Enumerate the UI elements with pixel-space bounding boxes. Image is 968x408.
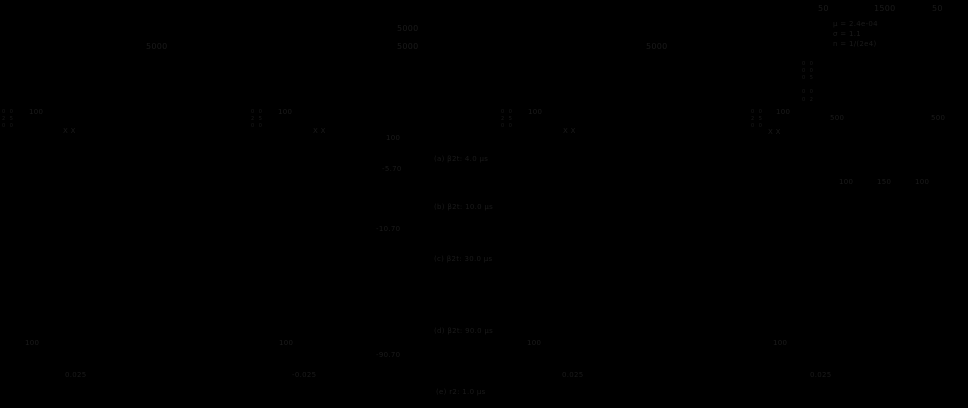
panel-d-tick-500-left: 500 (830, 114, 845, 122)
panel-a-xtick-xx: X X (63, 127, 76, 135)
bottom-count-100-c: 100 (527, 339, 542, 347)
xtick-c-0025: 0.025 (562, 371, 584, 379)
ytick-panel-c-5000: 5000 (646, 42, 668, 51)
panel-b-xtick-xx: X X (313, 127, 326, 135)
panel-d2-xtick-xx: X X (768, 128, 781, 136)
caption-d: (d) β2t: 90.0 µs (434, 327, 494, 335)
ytick-panel-d-1500: 1500 (874, 4, 896, 13)
xtick-d-0025: 0.025 (810, 371, 832, 379)
panel-d2-minortick-1: 0 0 (751, 109, 764, 115)
panel-d-xtick-150: 150 (877, 178, 892, 186)
ytick-panel-a-5000: 5000 (146, 42, 168, 51)
panel-d2-tick-100: 100 (776, 108, 791, 116)
ytick-panel-d-50b: 50 (932, 4, 943, 13)
panel-d-minortick-3: 0 5 (802, 75, 815, 81)
caption-c: (c) β2t: 30.0 µs (434, 255, 493, 263)
panel-c-minortick-3: 0 0 (501, 123, 514, 129)
bottom-count-100-d: 100 (773, 339, 788, 347)
mid-tick-neg-10-70: -10.70 (376, 225, 401, 233)
caption-b: (b) β2t: 10.0 µs (434, 203, 494, 211)
panel-d-minortick-5: 0 2 (802, 97, 815, 103)
panel-a-minortick-2: 2 5 (2, 116, 15, 122)
ytick-panel-b-5000-top: 5000 (397, 24, 419, 33)
panel-b-minortick-1: 0 0 (251, 109, 264, 115)
xtick-a-0025: 0.025 (65, 371, 87, 379)
panel-d2-minortick-2: 2 5 (751, 116, 764, 122)
panel-a-minortick-3: 0 0 (2, 123, 15, 129)
mid-tick-100: 100 (386, 134, 401, 142)
bottom-count-100-a: 100 (25, 339, 40, 347)
legend-line-2: σ = 1.1 (833, 30, 861, 38)
panel-d-xtick-100a: 100 (839, 178, 854, 186)
caption-e: (e) r2: 1.0 µs (436, 388, 486, 396)
panel-d-minortick-2: 0 0 (802, 68, 815, 74)
panel-c-tick-100: 100 (528, 108, 543, 116)
panel-c-xtick-xx: X X (563, 127, 576, 135)
panel-a-minortick-1: 0 0 (2, 109, 15, 115)
panel-d-minortick-1: 0 0 (802, 61, 815, 67)
panel-a-tick-100: 100 (29, 108, 44, 116)
panel-d-minortick-4: 0 0 (802, 89, 815, 95)
mid-tick-neg-5-70: -5.70 (382, 165, 402, 173)
ytick-panel-b-5000: 5000 (397, 42, 419, 51)
panel-c-minortick-1: 0 0 (501, 109, 514, 115)
bottom-count-100-b: 100 (279, 339, 294, 347)
panel-b-tick-100: 100 (278, 108, 293, 116)
panel-b-minortick-3: 0 0 (251, 123, 264, 129)
legend-line-1: μ = 2.4e-04 (833, 20, 878, 28)
panel-d-tick-500-right: 500 (931, 114, 946, 122)
legend-line-3: n = 1/(2e4) (833, 40, 877, 48)
caption-a: (a) β2t: 4.0 µs (434, 155, 489, 163)
panel-d2-minortick-3: 0 0 (751, 123, 764, 129)
panel-b-minortick-2: 2 5 (251, 116, 264, 122)
ytick-panel-d-50: 50 (818, 4, 829, 13)
panel-c-minortick-2: 2 5 (501, 116, 514, 122)
mid-tick-neg-90-70: -90.70 (376, 351, 401, 359)
panel-d-xtick-100b: 100 (915, 178, 930, 186)
xtick-b-neg0025: -0.025 (292, 371, 317, 379)
